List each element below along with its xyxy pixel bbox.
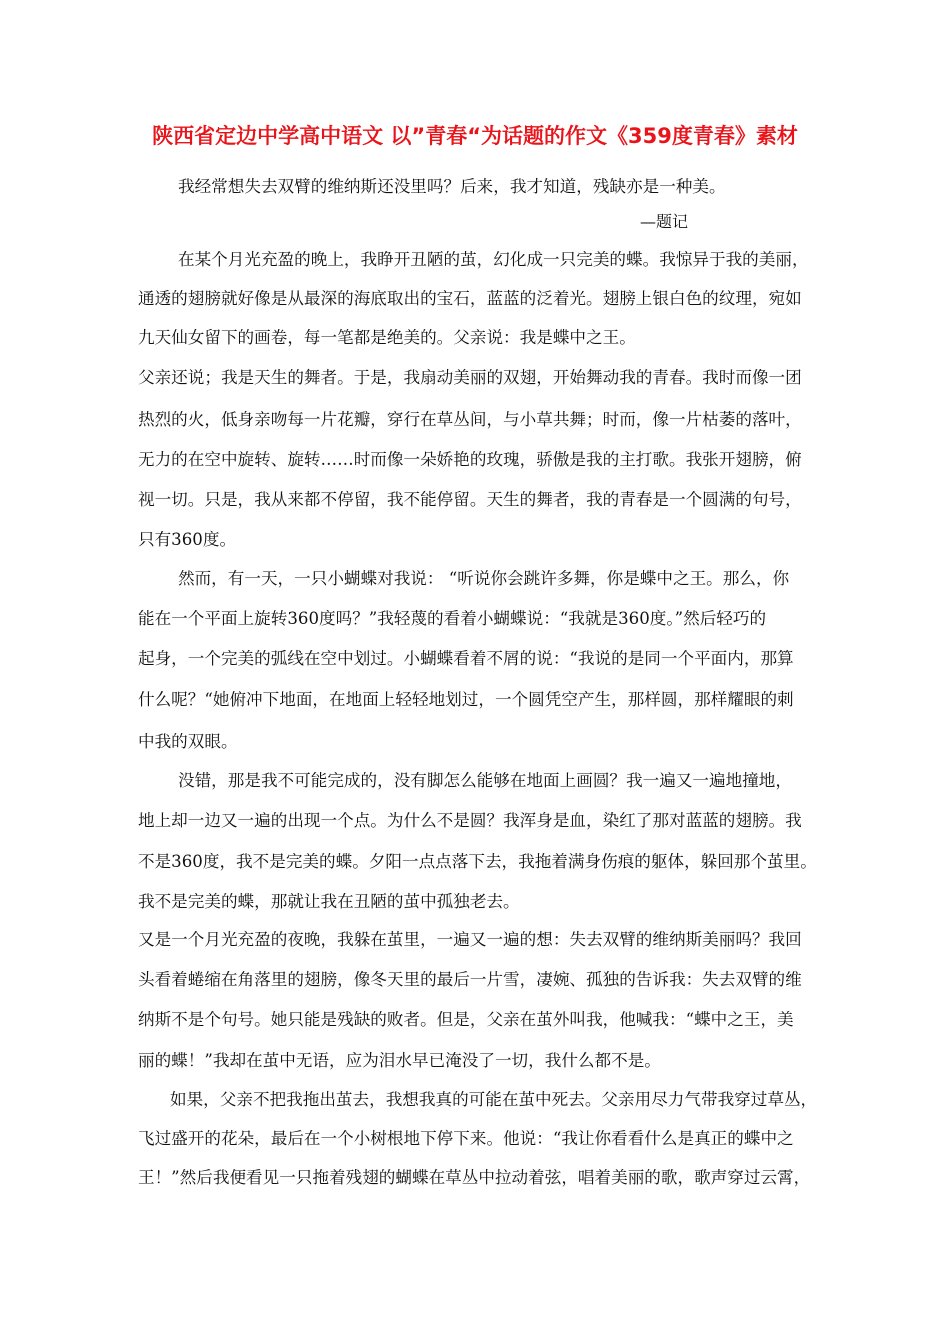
text-line: 视一切。只是，我从来都不停留，我不能停留。天生的舞者，我的青春是一个圆满的句号，	[138, 490, 802, 509]
text-line: 王！”然后我便看见一只拖着残翅的蝴蝶在草丛中拉动着弦，唱着美丽的歌，歌声穿过云霄，	[138, 1168, 811, 1187]
text-line: 通透的翅膀就好像是从最深的海底取出的宝石，蓝蓝的泛着光。翅膀上银白色的纹理，宛如	[138, 289, 802, 308]
text-line: 飞过盛开的花朵，最后在一个小树根地下停下来。他说：“我让你看看什么是真正的蝶中之	[138, 1129, 794, 1148]
text-line: 又是一个月光充盈的夜晚，我躲在茧里，一遍又一遍的想：失去双臂的维纳斯美丽吗？我回	[138, 930, 802, 949]
text-line: 纳斯不是个句号。她只能是残缺的败者。但是，父亲在茧外叫我，他喊我：“蝶中之王，美	[138, 1010, 794, 1029]
epigraph: 我经常想失去双臂的维纳斯还没里吗？后来，我才知道，残缺亦是一种美。	[178, 177, 726, 196]
text-line: 无力的在空中旋转、旋转……时而像一朵娇艳的玫瑰，骄傲是我的主打歌。我张开翅膀，俯	[138, 450, 802, 469]
text-line: 九天仙女留下的画卷，每一笔都是绝美的。父亲说：我是蝶中之王。	[138, 328, 636, 347]
text-line: 父亲还说；我是天生的舞者。于是，我扇动美丽的双翅，开始舞动我的青春。我时而像一团	[138, 368, 802, 387]
text-line: 如果，父亲不把我拖出茧去，我想我真的可能在茧中死去。父亲用尽力气带我穿过草丛，	[170, 1090, 818, 1109]
text-line: 能在一个平面上旋转360度吗？”我轻蔑的看着小蝴蝶说：“我就是360度。”然后轻巧的	[138, 609, 767, 628]
text-line: 什么呢？“她俯冲下地面，在地面上轻轻地划过，一个圆凭空产生，那样圆，那样耀眼的刺	[138, 690, 794, 709]
epigraph-signature: —题记	[640, 212, 689, 231]
text-line: 地上却一边又一遍的出现一个点。为什么不是圆？我浑身是血，染红了那对蓝蓝的翅膀。我	[138, 811, 802, 830]
text-line: 热烈的火，低身亲吻每一片花瓣，穿行在草丛间，与小草共舞；时而，像一片枯萎的落叶，	[138, 410, 802, 429]
text-line: 在某个月光充盈的晚上，我睁开丑陋的茧，幻化成一只完美的蝶。我惊异于我的美丽，	[178, 250, 809, 269]
text-line: 没错，那是我不可能完成的，没有脚怎么能够在地面上画圆？我一遍又一遍地撞地，	[178, 771, 792, 790]
text-line: 起身，一个完美的弧线在空中划过。小蝴蝶看着不屑的说：“我说的是同一个平面内，那算	[138, 649, 794, 668]
text-line: 不是360度，我不是完美的蝶。夕阳一点点落下去，我拖着满身伤痕的躯体，躲回那个茧里。	[138, 852, 817, 871]
text-line: 我不是完美的蝶，那就让我在丑陋的茧中孤独老去。	[138, 892, 520, 911]
text-line: 丽的蝶！”我却在茧中无语，应为泪水早已淹没了一切，我什么都不是。	[138, 1051, 661, 1070]
text-line: 中我的双眼。	[138, 732, 238, 751]
document-title: 陕西省定边中学高中语文 以”青春“为话题的作文《359度青春》素材	[152, 124, 798, 148]
text-line: 头看着蜷缩在角落里的翅膀，像冬天里的最后一片雪，凄婉、孤独的告诉我：失去双臂的维	[138, 970, 802, 989]
text-line: 只有360度。	[138, 530, 237, 549]
text-line: 然而，有一天，一只小蝴蝶对我说： “听说你会跳许多舞，你是蝶中之王。那么，你	[178, 569, 790, 588]
